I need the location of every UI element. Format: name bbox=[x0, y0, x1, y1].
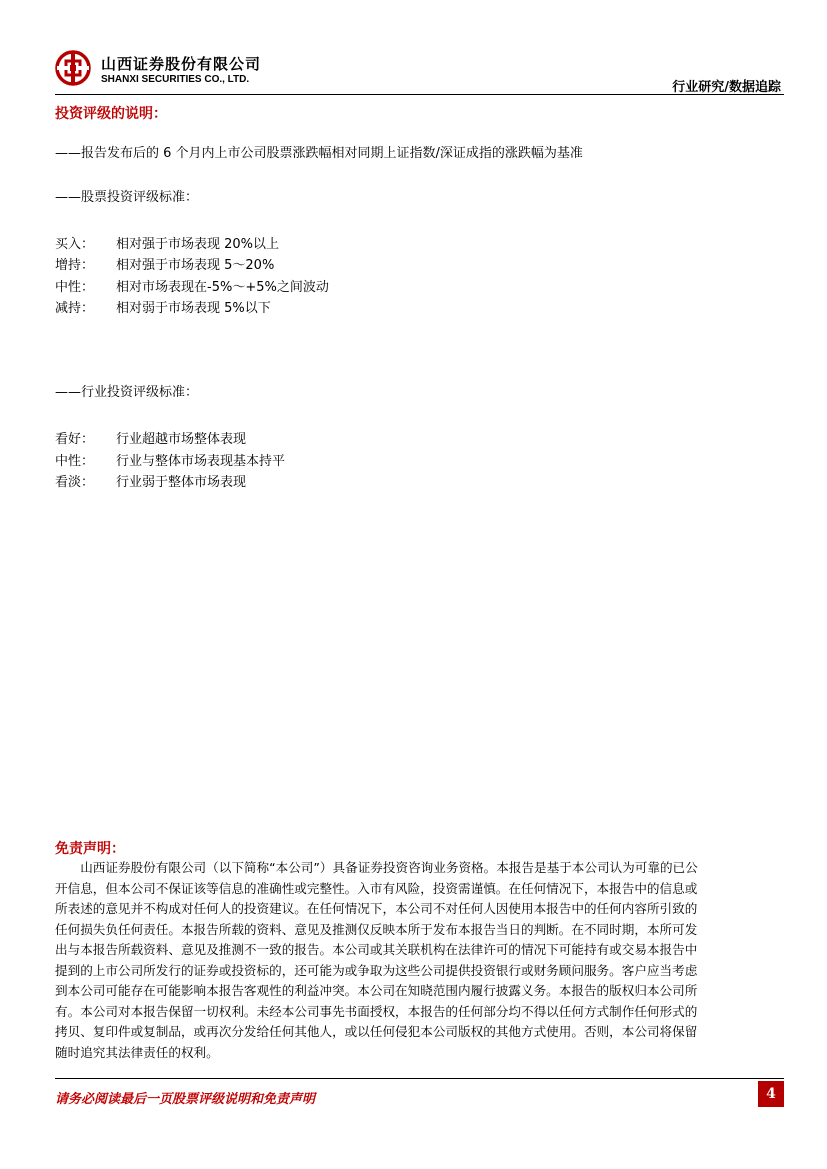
rating-label: 买入： bbox=[55, 237, 95, 252]
rating-label: 增持： bbox=[55, 258, 95, 273]
disclaimer-title: 免责声明： bbox=[55, 841, 125, 857]
rating-desc: 行业与整体市场表现基本持平 bbox=[116, 454, 286, 469]
report-category: 行业研究/数据追踪 bbox=[672, 80, 781, 95]
rating-label: 看好： bbox=[55, 432, 95, 447]
disclaimer-line: 出与本报告所载资料、意见及推测不一致的报告。本公司或其关联机构在法律许可的情况下可能持有或交易本报告中 bbox=[55, 942, 698, 957]
disclaimer-line: 拷贝、复印件或复制品，或再次分发给任何其他人，或以任何侵犯本公司版权的其他方式使用。否则，本公司将保留 bbox=[55, 1024, 698, 1039]
disclaimer-line: 任何损失负任何责任。本报告所载的资料、意见及推测仅反映本所于发布本报告当日的判断。在不同时期，本所可发 bbox=[55, 921, 698, 937]
footer-divider bbox=[55, 1078, 784, 1079]
stock-rating-heading: ——股票投资评级标准： bbox=[55, 190, 199, 205]
rating-desc: 相对强于市场表现 5～20% bbox=[116, 258, 275, 273]
rating-basis: ——报告发布后的 6 个月内上市公司股票涨跌幅相对同期上证指数/深证成指的涨跌幅为基准 bbox=[55, 146, 583, 161]
rating-desc: 相对弱于市场表现 5%以下 bbox=[116, 301, 271, 316]
disclaimer-body bbox=[55, 858, 795, 1063]
disclaimer-line: 开信息，但本公司不保证该等信息的准确性或完整性。入市有风险，投资需谨慎。在任何情况下，本报告中的信息或 bbox=[55, 880, 698, 896]
footer-note: 请务必阅读最后一页股票评级说明和免责声明 bbox=[55, 1092, 316, 1107]
disclaimer-line: 有。本公司对本报告保留一切权利。未经本公司事先书面授权，本报告的任何部分均不得以任何方式制作任何形式的 bbox=[55, 1003, 698, 1019]
disclaimer-line: 提到的上市公司所发行的证券或投资标的，还可能为或争取为这些公司提供投资银行或财务顾问服务。客户应当考虑 bbox=[55, 962, 698, 978]
rating-section-title: 投资评级的说明： bbox=[55, 106, 167, 122]
company-name-cn: 山西证券股份有限公司 bbox=[101, 55, 262, 73]
header-divider bbox=[55, 94, 784, 95]
rating-label: 中性： bbox=[55, 280, 95, 295]
rating-label: 看淡： bbox=[55, 475, 95, 490]
industry-rating-heading: ——行业投资评级标准： bbox=[55, 385, 199, 400]
disclaimer-line: 到本公司可能存在可能影响本报告客观性的利益冲突。本公司在知晓范围内履行披露义务。本报告的版权归本公司所 bbox=[55, 983, 698, 998]
disclaimer-line: 山西证券股份有限公司（以下简称“本公司”）具备证券投资咨询业务资格。本报告是基于本公司认为可靠的已公 bbox=[55, 860, 698, 875]
rating-label: 中性： bbox=[55, 454, 95, 469]
company-name-en: SHANXI SECURITIES CO., LTD. bbox=[101, 74, 250, 85]
company-logo-icon bbox=[55, 50, 91, 86]
rating-desc: 行业超越市场整体表现 bbox=[116, 432, 247, 447]
rating-desc: 相对强于市场表现 20%以上 bbox=[116, 237, 280, 252]
disclaimer-line: 随时追究其法律责任的权利。 bbox=[55, 1044, 219, 1060]
disclaimer-line: 所表述的意见并不构成对任何人的投资建议。在任何情况下，本公司不对任何人因使用本报告中的任何内容所引致的 bbox=[55, 901, 698, 916]
rating-desc: 行业弱于整体市场表现 bbox=[116, 475, 247, 490]
rating-label: 减持： bbox=[55, 301, 95, 316]
rating-desc: 相对市场表现在-5%～+5%之间波动 bbox=[116, 280, 329, 295]
page-number: 4 bbox=[758, 1081, 784, 1107]
